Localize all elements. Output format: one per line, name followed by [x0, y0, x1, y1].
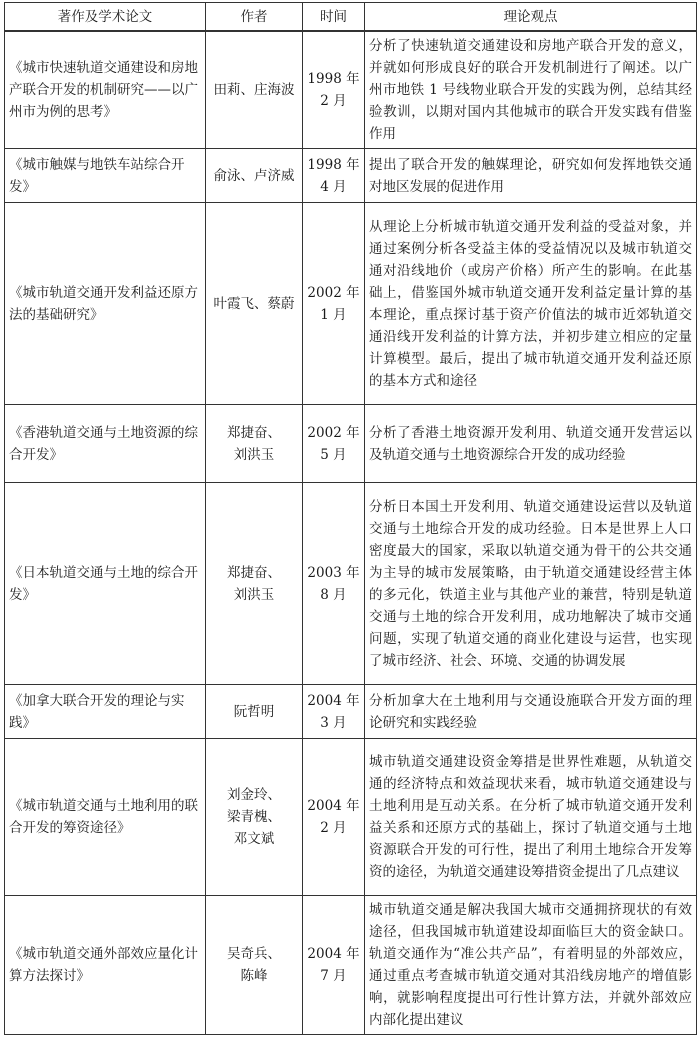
author-line: 田莉、庄海波 [213, 82, 295, 98]
cell-view: 提出了联合开发的触媒理论，研究如何发挥地铁交通对地区发展的促进作用 [365, 149, 697, 203]
author-line: 俞泳、卢济威 [213, 167, 295, 184]
time-month: 8 月 [320, 586, 347, 603]
time-year: 2004 年 [307, 946, 360, 962]
table-row [5, 405, 697, 483]
author-line: 郑捷奋、 [227, 424, 281, 441]
time-month: 7 月 [320, 968, 347, 984]
author-line: 叶霞飞、蔡蔚 [213, 295, 295, 312]
cell-time [303, 685, 365, 739]
cell-work: 《城市触媒与地铁车站综合开发》 [5, 149, 206, 203]
time-year: 2004 年 [307, 692, 360, 709]
cell-work: 《日本轨道交通与土地的综合开发》 [5, 483, 206, 685]
author-line: 梁青槐、 [227, 809, 281, 825]
time-year: 2004 年 [307, 798, 360, 814]
header-time: 时间 [303, 3, 365, 32]
table-row [5, 896, 697, 1035]
time-month: 2 月 [320, 93, 347, 109]
cell-work: 《城市轨道交通开发利益还原方法的基础研究》 [5, 203, 206, 405]
time-year: 1998 年 [307, 71, 360, 87]
cell-work: 《香港轨道交通与土地资源的综合开发》 [5, 405, 206, 483]
literature-review-table [4, 2, 697, 1035]
time-year: 1998 年 [307, 156, 360, 173]
author-line: 吴奇兵、 [227, 946, 281, 962]
cell-author [206, 739, 303, 896]
header-work: 著作及学术论文 [5, 3, 206, 32]
cell-work: 《加拿大联合开发的理论与实践》 [5, 685, 206, 739]
cell-author [206, 685, 303, 739]
author-line: 刘金玲、 [227, 787, 281, 803]
cell-author [206, 31, 303, 149]
table-row [5, 685, 697, 739]
cell-author [206, 405, 303, 483]
time-month: 3 月 [320, 714, 347, 731]
table-row [5, 149, 697, 203]
cell-view: 城市轨道交通是解决我国大城市交通拥挤现状的有效途径，但我国城市轨道建设却面临巨大的资金缺口。轨道交通作为“准公共产品”，有着明显的外部效应，通过重点考查城市轨道交通对其沿线房地产的增值影响，就影响程度提出可行性计算方法，并就外部效应内部化提出建议 [365, 896, 697, 1035]
time-year: 2002 年 [307, 284, 360, 301]
table-header-row [5, 3, 697, 32]
cell-view: 从理论上分析城市轨道交通开发利益的受益对象，并通过案例分析各受益主体的受益情况以及城市轨道交通对沿线地价（或房产价格）所产生的影响。在此基础上，借鉴国外城市轨道交通开发利益定量计算的基本理论，重点探讨基于资产价值法的城市近郊轨道交通沿线开发利益的计算方法，并初步建立相应的定量计算模型。最后，提出了城市轨道交通开发利益还原的基本方式和途径 [365, 203, 697, 405]
cell-time [303, 203, 365, 405]
header-view: 理论观点 [365, 3, 697, 32]
cell-time [303, 405, 365, 483]
cell-view: 分析加拿大在土地利用与交通设施联合开发方面的理论研究和实践经验 [365, 685, 697, 739]
time-month: 2 月 [320, 820, 347, 836]
time-month: 1 月 [320, 306, 347, 323]
author-line: 阮哲明 [233, 703, 275, 720]
cell-view: 分析了香港土地资源开发利用、轨道交通开发营运以及轨道交通与土地资源综合开发的成功经验 [365, 405, 697, 483]
cell-view: 分析日本国土开发利用、轨道交通建设运营以及轨道交通与土地综合开发的成功经验。日本是世界上人口密度最大的国家，采取以轨道交通为骨干的公共交通为主导的城市发展策略，由于轨道交通建设经营主体的多元化，铁道主业与其他产业的兼营，特别是轨道交通与土地的综合开发利用，成功地解决了城市交通问题，实现了轨道交通的商业化建设与运营，也实现了城市经济、社会、环境、交通的协调发展 [365, 483, 697, 685]
time-year: 2003 年 [307, 564, 360, 581]
literature-table-container [4, 2, 696, 1035]
cell-work: 《城市轨道交通与土地利用的联合开发的筹资途径》 [5, 739, 206, 896]
cell-author [206, 203, 303, 405]
cell-author [206, 896, 303, 1035]
cell-view: 分析了快速轨道交通建设和房地产联合开发的意义，并就如何形成良好的联合开发机制进行了阐述。以广州市地铁 1 号线物业联合开发的实践为例，总结其经验教训，以期对国内其他城市的联合开发实践有借鉴作用 [365, 31, 697, 149]
cell-time [303, 483, 365, 685]
time-year: 2002 年 [307, 424, 360, 441]
cell-work: 《城市快速轨道交通建设和房地产联合开发的机制研究——以广州市为例的思考》 [5, 31, 206, 149]
table-row [5, 31, 697, 149]
cell-view: 城市轨道交通建设资金筹措是世界性难题，从轨道交通的经济特点和效益现状来看，城市轨道交通建设与土地利用是互动关系。在分析了城市轨道交通开发利益关系和还原方式的基础上，探讨了轨道交通与土地资源联合开发的可行性，提出了利用土地综合开发筹资的途径，为轨道交通建设筹措资金提出了几点建议 [365, 739, 697, 896]
header-author: 作者 [206, 3, 303, 32]
time-month: 5 月 [320, 446, 347, 463]
author-line: 郑捷奋、 [227, 564, 281, 581]
cell-work: 《城市轨道交通外部效应量化计算方法探讨》 [5, 896, 206, 1035]
time-month: 4 月 [320, 178, 347, 195]
table-row [5, 739, 697, 896]
cell-time [303, 896, 365, 1035]
author-line: 刘洪玉 [233, 446, 275, 463]
cell-author [206, 149, 303, 203]
author-line: 陈峰 [240, 968, 268, 984]
cell-time [303, 149, 365, 203]
cell-author [206, 483, 303, 685]
author-line: 邓文斌 [233, 831, 275, 847]
author-line: 刘洪玉 [233, 586, 275, 603]
cell-time [303, 739, 365, 896]
table-row [5, 483, 697, 685]
cell-time [303, 31, 365, 149]
table-row [5, 203, 697, 405]
